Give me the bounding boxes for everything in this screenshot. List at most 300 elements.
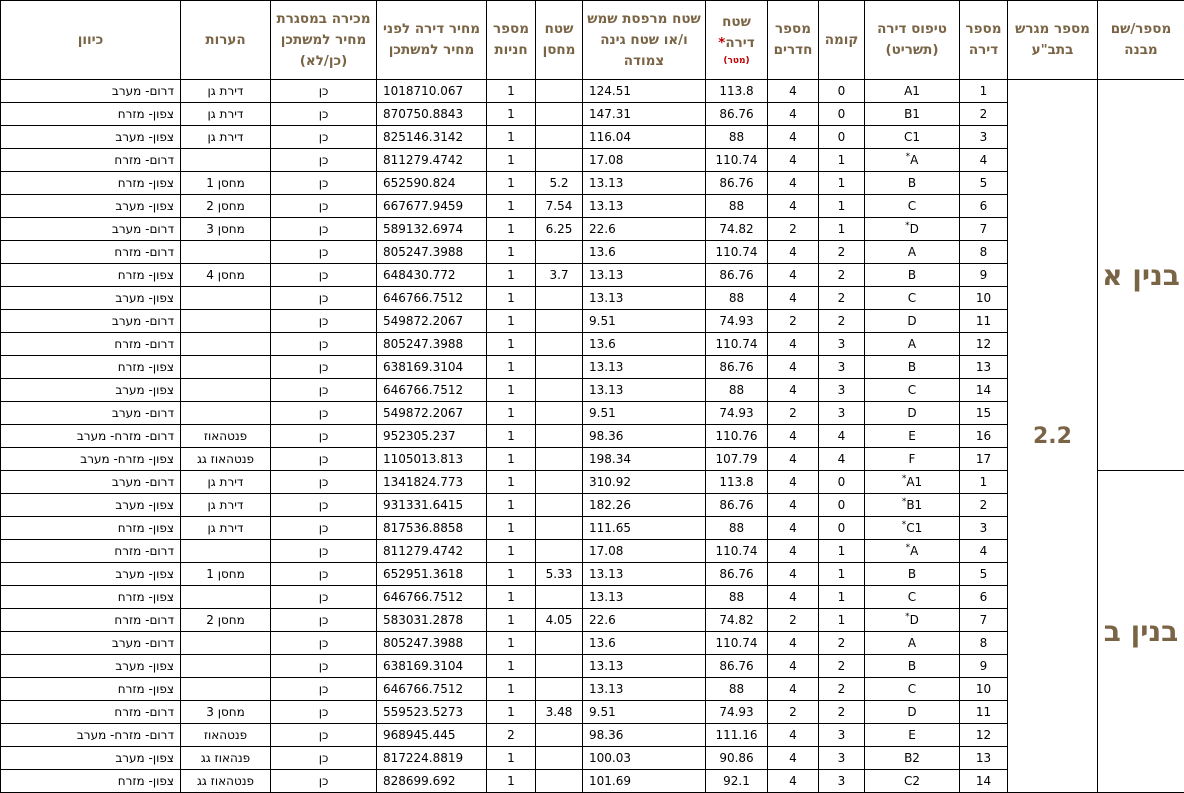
notes-cell [181,632,271,655]
area-cell: 113.8 [706,80,768,103]
apt-number-cell: 8 [960,241,1008,264]
floor-cell: 3 [819,402,865,425]
parking-cell: 1 [487,103,536,126]
rooms-cell: 4 [768,632,819,655]
table-row [1,678,1184,701]
floor-cell: 2 [819,701,865,724]
balcony-area-cell: 182.26 [583,494,706,517]
balcony-area-cell: 98.36 [583,724,706,747]
rooms-cell: 4 [768,103,819,126]
parking-cell: 1 [487,609,536,632]
apt-number-cell: 9 [960,655,1008,678]
header-rooms: מספר חדרים [768,1,819,80]
storage-area-cell [536,103,583,126]
table-row [1,402,1184,425]
apt-number-cell: 1 [960,80,1008,103]
apt-type-value: A [910,153,918,167]
building-name-cell: בנין ב [1098,471,1184,793]
rooms-cell: 4 [768,471,819,494]
parking-cell: 1 [487,448,536,471]
parking-cell: 1 [487,471,536,494]
apt-type-value: A1 [904,84,920,98]
parking-cell: 1 [487,333,536,356]
floor-cell: 0 [819,80,865,103]
storage-area-cell [536,770,583,793]
storage-area-cell [536,678,583,701]
direction-cell: צפון- מערב [1,747,181,770]
balcony-area-cell: 101.69 [583,770,706,793]
price-cell: 583031.2878 [377,609,487,632]
apt-type-cell [865,264,960,287]
parking-cell: 1 [487,379,536,402]
area-cell: 86.76 [706,494,768,517]
sale-cell: כן [271,287,377,310]
direction-cell: צפון- מערב [1,287,181,310]
balcony-area-cell: 13.13 [583,379,706,402]
rooms-cell: 4 [768,126,819,149]
apt-type-star: * [902,520,907,530]
parking-cell: 1 [487,402,536,425]
notes-cell [181,149,271,172]
price-cell: 931331.6415 [377,494,487,517]
table-row [1,655,1184,678]
price-cell: 638169.3104 [377,356,487,379]
area-cell: 88 [706,678,768,701]
apt-number-cell: 6 [960,586,1008,609]
direction-cell: דרום- מערב [1,218,181,241]
apt-type-value: B [908,659,916,673]
storage-area-cell: 6.25 [536,218,583,241]
area-cell: 92.1 [706,770,768,793]
balcony-area-cell: 124.51 [583,80,706,103]
apt-type-value: C1 [906,521,922,535]
balcony-area-cell: 116.04 [583,126,706,149]
table-row [1,517,1184,540]
notes-cell [181,333,271,356]
rooms-cell: 4 [768,678,819,701]
rooms-cell: 2 [768,402,819,425]
area-cell: 86.76 [706,103,768,126]
table-row [1,747,1184,770]
table-row [1,586,1184,609]
sale-cell: כן [271,356,377,379]
area-cell: 110.76 [706,425,768,448]
storage-area-cell [536,333,583,356]
rooms-cell: 4 [768,356,819,379]
storage-area-cell [536,310,583,333]
apt-number-cell: 13 [960,747,1008,770]
apt-type-value: A [908,636,916,650]
direction-cell: צפון- מערב [1,494,181,517]
floor-cell: 3 [819,379,865,402]
price-cell: 805247.3988 [377,241,487,264]
table-row [1,701,1184,724]
parking-cell: 1 [487,264,536,287]
direction-cell: צפון- מערב [1,655,181,678]
apt-number-cell: 11 [960,701,1008,724]
apt-type-cell [865,517,960,540]
balcony-area-cell: 13.13 [583,356,706,379]
sale-cell: כן [271,540,377,563]
parking-cell: 1 [487,195,536,218]
balcony-area-cell: 13.13 [583,678,706,701]
apt-number-cell: 6 [960,195,1008,218]
price-cell: 549872.2067 [377,402,487,425]
header-parking: מספר חניות [487,1,536,80]
area-cell: 74.82 [706,218,768,241]
area-cell: 88 [706,287,768,310]
header-plot: מספר מגרש בתב"ע [1008,1,1098,80]
apt-number-cell: 5 [960,563,1008,586]
notes-cell [181,678,271,701]
apt-type-value: E [908,429,916,443]
parking-cell: 1 [487,655,536,678]
direction-cell: דרום- מזרח- מערב [1,724,181,747]
apt-type-value: D [910,613,919,627]
rooms-cell: 4 [768,563,819,586]
floor-cell: 3 [819,770,865,793]
notes-cell: מחסן 2 [181,195,271,218]
apt-type-cell [865,655,960,678]
apt-type-cell [865,701,960,724]
rooms-cell: 4 [768,241,819,264]
apt-type-star: * [906,152,911,162]
sale-cell: כן [271,333,377,356]
price-cell: 817224.8819 [377,747,487,770]
direction-cell: צפון- מזרח [1,103,181,126]
sale-cell: כן [271,724,377,747]
floor-cell: 4 [819,425,865,448]
storage-area-cell [536,655,583,678]
table-row [1,149,1184,172]
balcony-area-cell: 198.34 [583,448,706,471]
price-cell: 805247.3988 [377,333,487,356]
parking-cell: 1 [487,586,536,609]
rooms-cell: 4 [768,747,819,770]
floor-cell: 1 [819,609,865,632]
notes-cell [181,586,271,609]
header-type: טיפוס דירה (תשריט) [865,1,960,80]
balcony-area-cell: 13.13 [583,287,706,310]
table-row [1,448,1184,471]
header-price: מחיר דירה לפני מחיר למשתכן [377,1,487,80]
price-cell: 589132.6974 [377,218,487,241]
apt-type-value: C [908,291,916,305]
sale-cell: כן [271,471,377,494]
floor-cell: 1 [819,218,865,241]
sale-cell: כן [271,126,377,149]
apt-type-star: * [905,612,910,622]
floor-cell: 0 [819,471,865,494]
balcony-area-cell: 13.13 [583,172,706,195]
area-cell: 90.86 [706,747,768,770]
parking-cell: 1 [487,241,536,264]
balcony-area-cell: 13.13 [583,195,706,218]
price-cell: 646766.7512 [377,678,487,701]
balcony-area-cell: 13.13 [583,264,706,287]
rooms-cell: 4 [768,287,819,310]
parking-cell: 1 [487,287,536,310]
rooms-cell: 4 [768,172,819,195]
apt-type-cell [865,425,960,448]
apt-number-cell: 15 [960,402,1008,425]
sale-cell: כן [271,80,377,103]
apt-type-value: B1 [906,498,922,512]
notes-cell: מחסן 3 [181,701,271,724]
apt-type-star: * [906,543,911,553]
balcony-area-cell: 22.6 [583,218,706,241]
rooms-cell: 4 [768,149,819,172]
apt-type-value: D [907,314,916,328]
price-cell: 805247.3988 [377,632,487,655]
storage-area-cell [536,540,583,563]
parking-cell: 1 [487,563,536,586]
direction-cell: צפון- מזרח- מערב [1,448,181,471]
area-cell: 110.74 [706,632,768,655]
price-cell: 1018710.067 [377,80,487,103]
area-cell: 110.74 [706,241,768,264]
notes-cell: מחסן 4 [181,264,271,287]
sale-cell: כן [271,172,377,195]
direction-cell: צפון- מערב [1,379,181,402]
floor-cell: 0 [819,103,865,126]
direction-cell: צפון- מזרח [1,264,181,287]
price-cell: 825146.3142 [377,126,487,149]
notes-cell: דירת גן [181,103,271,126]
direction-cell: צפון- מערב [1,563,181,586]
table-row [1,471,1184,494]
apt-number-cell: 3 [960,517,1008,540]
table-row [1,172,1184,195]
apt-type-cell [865,724,960,747]
sale-cell: כן [271,655,377,678]
table-row [1,494,1184,517]
rooms-cell: 4 [768,425,819,448]
apt-type-cell [865,770,960,793]
area-cell: 88 [706,195,768,218]
header-direction: כיוון [1,1,181,80]
table-row [1,241,1184,264]
storage-area-cell [536,747,583,770]
apt-number-cell: 7 [960,609,1008,632]
floor-cell: 2 [819,287,865,310]
notes-cell: דירת גן [181,471,271,494]
apt-number-cell: 4 [960,540,1008,563]
direction-cell: צפון- מערב [1,195,181,218]
apt-number-cell: 7 [960,218,1008,241]
floor-cell: 3 [819,356,865,379]
table-row [1,195,1184,218]
direction-cell: צפון- מזרח [1,770,181,793]
apt-type-value: B [908,268,916,282]
direction-cell: צפון- מזרח [1,356,181,379]
parking-cell: 1 [487,149,536,172]
rooms-cell: 4 [768,655,819,678]
apt-number-cell: 12 [960,724,1008,747]
rooms-cell: 2 [768,609,819,632]
apt-type-cell [865,540,960,563]
storage-area-cell [536,724,583,747]
apt-type-value: C2 [904,774,920,788]
floor-cell: 3 [819,747,865,770]
sale-cell: כן [271,586,377,609]
table-row [1,356,1184,379]
table-row [1,425,1184,448]
price-cell: 811279.4742 [377,149,487,172]
area-cell: 86.76 [706,655,768,678]
sale-cell: כן [271,678,377,701]
parking-cell: 2 [487,724,536,747]
sale-cell: כן [271,379,377,402]
direction-cell: צפון- מזרח [1,586,181,609]
sale-cell: כן [271,517,377,540]
header-floor: קומה [819,1,865,80]
notes-cell [181,655,271,678]
price-cell: 638169.3104 [377,655,487,678]
sale-cell: כן [271,402,377,425]
area-cell: 88 [706,586,768,609]
rooms-cell: 4 [768,586,819,609]
rooms-cell: 4 [768,448,819,471]
direction-cell: דרום- מערב [1,471,181,494]
storage-area-cell [536,356,583,379]
apt-type-cell [865,586,960,609]
balcony-area-cell: 13.13 [583,586,706,609]
apt-type-value: C [908,682,916,696]
apt-type-value: A [908,337,916,351]
storage-area-cell: 3.48 [536,701,583,724]
notes-cell [181,540,271,563]
direction-cell: דרום- מזרח- מערב [1,425,181,448]
direction-cell: דרום- מזרח [1,149,181,172]
direction-cell: דרום- מזרח [1,333,181,356]
apt-number-cell: 4 [960,149,1008,172]
storage-area-cell [536,494,583,517]
apt-type-star: * [905,221,910,231]
apt-number-cell: 16 [960,425,1008,448]
parking-cell: 1 [487,425,536,448]
sale-cell: כן [271,563,377,586]
area-cell: 88 [706,517,768,540]
rooms-cell: 4 [768,540,819,563]
storage-area-cell [536,448,583,471]
apt-type-cell [865,195,960,218]
sale-cell: כן [271,425,377,448]
rooms-cell: 2 [768,218,819,241]
sale-cell: כן [271,310,377,333]
direction-cell: דרום- מערב [1,310,181,333]
table-row [1,103,1184,126]
notes-cell [181,379,271,402]
sale-cell: כן [271,701,377,724]
apt-type-cell [865,494,960,517]
floor-cell: 2 [819,655,865,678]
apt-type-cell [865,241,960,264]
notes-cell [181,402,271,425]
floor-cell: 2 [819,241,865,264]
apt-type-cell [865,609,960,632]
apt-type-cell [865,172,960,195]
area-cell: 86.76 [706,356,768,379]
rooms-cell: 4 [768,494,819,517]
notes-cell: פנהאוז גג [181,747,271,770]
table-row [1,80,1184,103]
direction-cell: דרום- מזרח [1,609,181,632]
direction-cell: דרום- מזרח [1,540,181,563]
area-cell: 107.79 [706,448,768,471]
floor-cell: 2 [819,310,865,333]
sale-cell: כן [271,609,377,632]
header-area-star: * [718,35,725,51]
table-row [1,310,1184,333]
apt-type-value: D [907,406,916,420]
price-cell: 952305.237 [377,425,487,448]
rooms-cell: 2 [768,310,819,333]
parking-cell: 1 [487,517,536,540]
table-row [1,333,1184,356]
direction-cell: דרום- מערב [1,632,181,655]
apt-type-cell [865,563,960,586]
apt-type-value: A [908,245,916,259]
apt-type-star: * [902,497,907,507]
storage-area-cell [536,632,583,655]
parking-cell: 1 [487,218,536,241]
floor-cell: 1 [819,149,865,172]
rooms-cell: 4 [768,195,819,218]
storage-area-cell: 5.33 [536,563,583,586]
floor-cell: 3 [819,724,865,747]
storage-area-cell [536,586,583,609]
apt-type-star: * [902,474,907,484]
apt-type-cell [865,379,960,402]
price-cell: 549872.2067 [377,310,487,333]
balcony-area-cell: 9.51 [583,310,706,333]
rooms-cell: 4 [768,264,819,287]
apt-type-value: C [908,590,916,604]
sale-cell: כן [271,448,377,471]
apt-type-cell [865,103,960,126]
storage-area-cell: 4.05 [536,609,583,632]
floor-cell: 0 [819,494,865,517]
apt-number-cell: 14 [960,379,1008,402]
table-row [1,724,1184,747]
parking-cell: 1 [487,356,536,379]
plot-number-cell: 2.2 [1008,80,1098,793]
rooms-cell: 4 [768,379,819,402]
apt-type-value: B [908,360,916,374]
sale-cell: כן [271,149,377,172]
price-cell: 828699.692 [377,770,487,793]
area-cell: 74.93 [706,701,768,724]
balcony-area-cell: 17.08 [583,540,706,563]
apt-number-cell: 2 [960,103,1008,126]
apt-type-cell [865,747,960,770]
sale-cell: כן [271,264,377,287]
apt-number-cell: 11 [960,310,1008,333]
header-area [706,1,768,80]
sale-cell: כן [271,218,377,241]
sale-cell: כן [271,494,377,517]
apt-number-cell: 5 [960,172,1008,195]
area-cell: 86.76 [706,172,768,195]
price-cell: 870750.8843 [377,103,487,126]
area-cell: 111.16 [706,724,768,747]
storage-area-cell [536,517,583,540]
area-cell: 110.74 [706,149,768,172]
apt-type-cell [865,402,960,425]
area-cell: 86.76 [706,563,768,586]
table-row [1,609,1184,632]
